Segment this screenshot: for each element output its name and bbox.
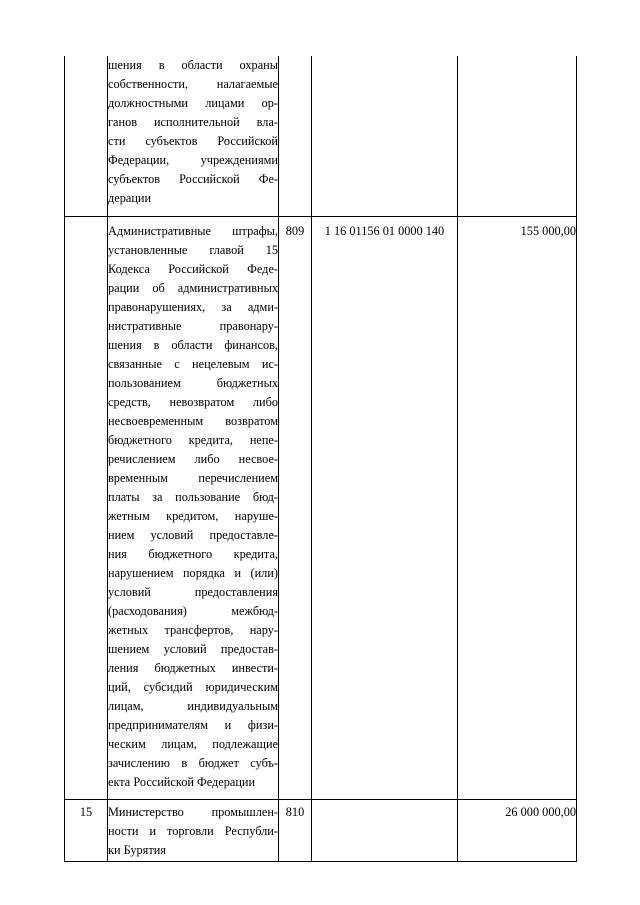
- row-number-cell: [65, 216, 108, 799]
- table-row: [65, 799, 577, 861]
- revenue-table: [64, 56, 577, 862]
- table-row: [65, 56, 577, 216]
- row-admin-code-cell: 810: [279, 799, 312, 861]
- row-admin-code-cell: [279, 56, 312, 216]
- row-number-cell: 15: [65, 799, 108, 861]
- row-amount-cell: 155 000,00: [458, 216, 577, 799]
- row-budget-code-cell: [312, 799, 458, 861]
- row-name-cell: Министерство промышлен- ности и торговли Республи- ки Бурятия: [108, 799, 279, 861]
- row-number-cell: [65, 56, 108, 216]
- table-row: [65, 216, 577, 799]
- row-budget-code-cell: [312, 56, 458, 216]
- row-amount-cell: [458, 56, 577, 216]
- row-name-cell: Административные штрафы, установленные главой 15 Кодекса Российской Феде- рации об административных правонарушениях, за адми- нистративные правонару- шения в области финансов, связанные с нецелевым ис- пользованием бюджетных средств, невозвратом либо несвоевременным возвратом бюджетного кредита, непе- речислением либо несвое- временным перечислением платы за пользование бюд- жетным кредитом, наруше- нием условий предоставле- ния бюджетного кредита, нарушением порядка и (или) условий предоставления (расходования) межбюд- жетных трансфертов, нару- шением условий предостав- ления бюджетных инвести- ций, субсидий юридическим лицам, индивидуальным предпринимателям и физи- ческим лицам, подлежащие зачислению в бюджет субъ- екта Российской Федерации: [108, 216, 279, 799]
- row-amount-cell: 26 000 000,00: [458, 799, 577, 861]
- row-name-cell: шения в области охраны собственности, налагаемые должностными лицами ор- ганов исполнительной вла- сти субъектов Российской Федерации, учреждениями субъектов Российской Фе- дерации: [108, 56, 279, 216]
- row-admin-code-cell: 809: [279, 216, 312, 799]
- row-budget-code-cell: 1 16 01156 01 0000 140: [312, 216, 458, 799]
